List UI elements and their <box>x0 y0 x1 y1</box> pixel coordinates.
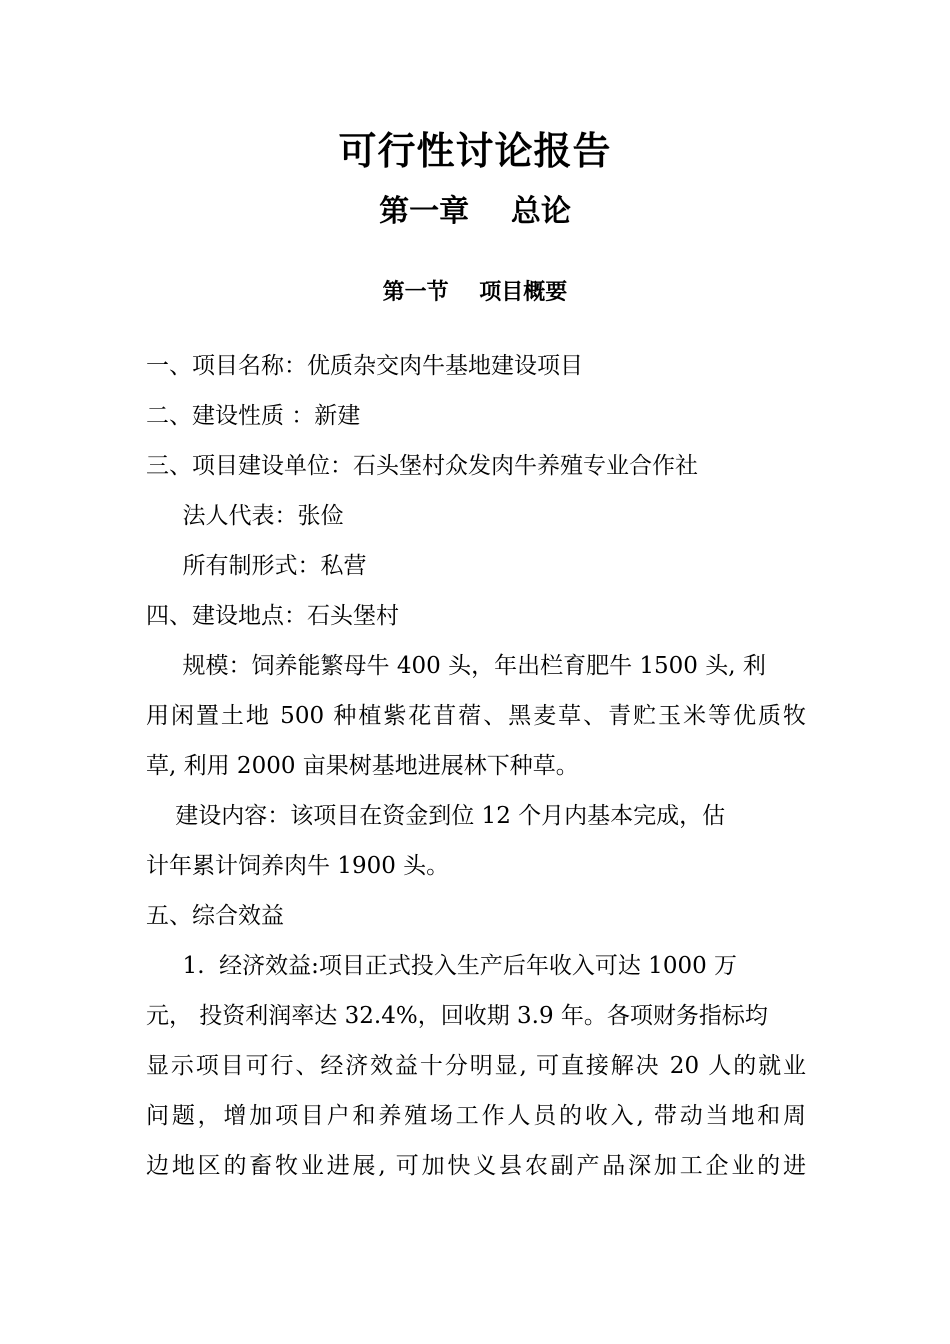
document-title: 可行性讨论报告 <box>338 128 612 173</box>
item-comprehensive-benefits: 五、综合效益 <box>146 903 284 929</box>
item-ownership-form: 所有制形式：私营 <box>146 553 367 579</box>
item-project-name: 一、项目名称：优质杂交肉牛基地建设项目 <box>146 353 583 379</box>
benefit-paragraph-line-5: 边地区的畜牧业进展, 可加快义县农副产品深加工企业的进 <box>146 1153 806 1179</box>
content-paragraph-line-1: 建设内容：该项目在资金到位 12 个月内基本完成，估 <box>146 803 726 829</box>
scale-paragraph-line-1: 规模：饲养能繁母牛 400 头，年出栏育肥牛 1500 头, 利 <box>146 653 766 679</box>
item-construction-nature: 二、建设性质 ：新建 <box>146 403 361 429</box>
benefit-paragraph-line-4: 问题，增加项目户和养殖场工作人员的收入, 带动当地和周 <box>146 1103 806 1129</box>
item-construction-unit: 三、项目建设单位：石头堡村众发肉牛养殖专业合作社 <box>146 453 698 479</box>
item-legal-representative: 法人代表：张俭 <box>146 503 344 529</box>
benefit-paragraph-line-1: 1. 经济效益:项目正式投入生产后年收入可达 1000 万 <box>146 953 738 979</box>
benefit-paragraph-line-3: 显示项目可行、经济效益十分明显, 可直接解决 20 人的就业 <box>146 1053 806 1079</box>
scale-paragraph-line-3: 草, 利用 2000 亩果树基地进展林下种草。 <box>146 753 579 779</box>
section-heading: 第一节 项目概要 <box>382 279 568 305</box>
scale-paragraph-line-2: 用闲置土地 500 种植紫花苜蓿、黑麦草、青贮玉米等优质牧 <box>146 703 806 729</box>
chapter-heading: 第一章 总论 <box>379 194 571 229</box>
item-construction-site: 四、建设地点：石头堡村 <box>146 603 399 629</box>
content-paragraph-line-2: 计年累计饲养肉牛 1900 头。 <box>146 853 450 879</box>
benefit-paragraph-line-2: 元， 投资利润率达 32.4%，回收期 3.9 年。各项财务指标均 <box>146 1003 768 1029</box>
